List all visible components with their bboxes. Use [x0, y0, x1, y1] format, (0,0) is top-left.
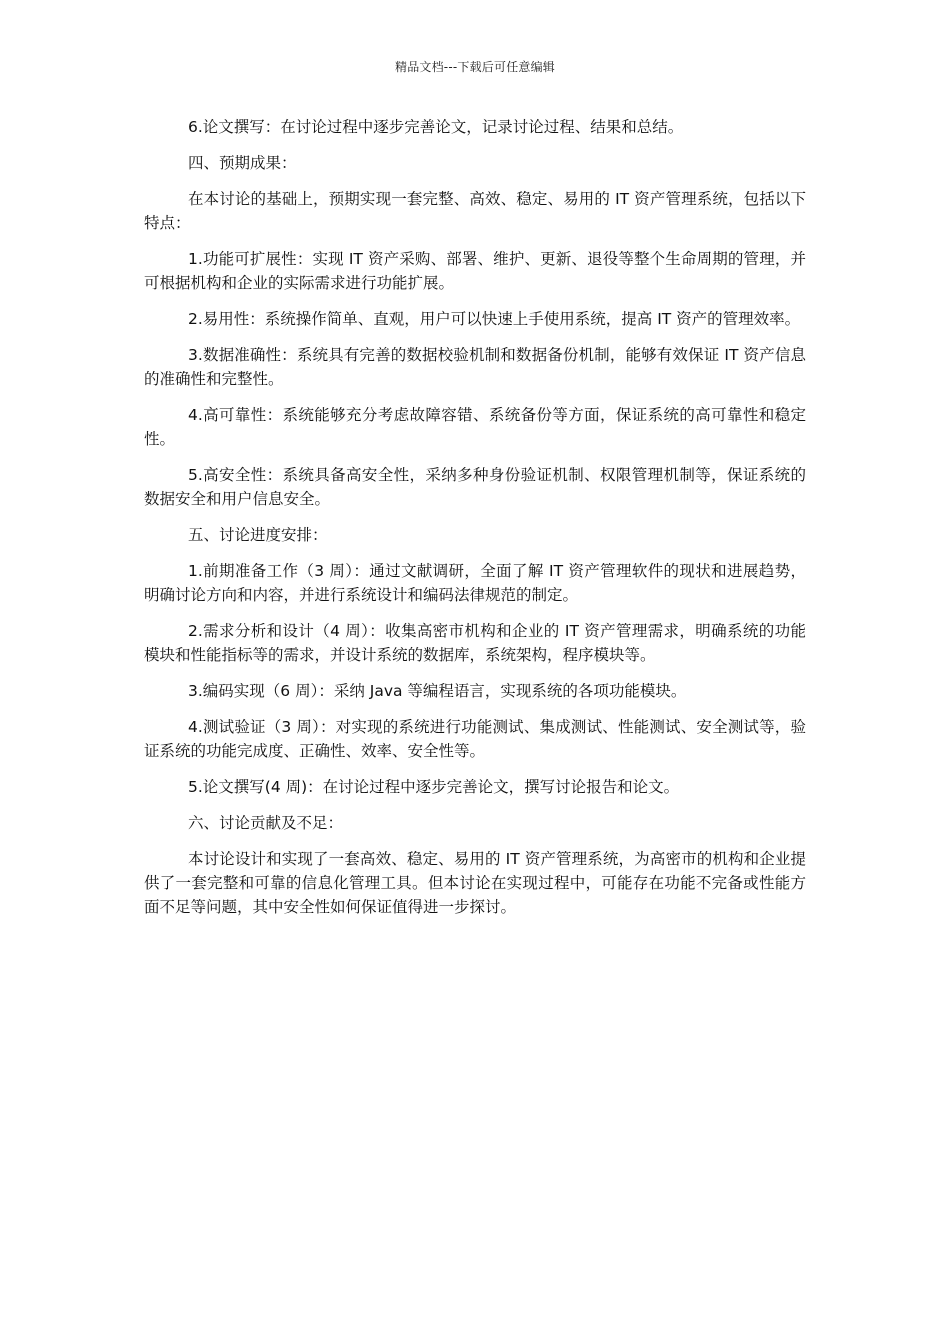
page-header: 精品文档---下载后可任意编辑 [395, 60, 555, 74]
paragraph-feature-data-accuracy: 3.数据准确性：系统具有完善的数据校验机制和数据备份机制，能够有效保证 IT 资产信息的准确性和完整性。 [144, 346, 806, 388]
paragraph-schedule-preparation: 1.前期准备工作（3 周）：通过文献调研，全面了解 IT 资产管理软件的现状和进展趋势，明确讨论方向和内容，并进行系统设计和编码法律规范的制定。 [144, 562, 806, 604]
section-heading-schedule: 五、讨论进度安排： [188, 526, 328, 544]
section-heading-expected-results: 四、预期成果： [188, 154, 297, 172]
paragraph-schedule-requirements: 2.需求分析和设计（4 周）：收集高密市机构和企业的 IT 资产管理需求，明确系统的功能模块和性能指标等的需求，并设计系统的数据库，系统架构，程序模块等。 [144, 622, 806, 664]
paragraph-schedule-testing: 4.测试验证（3 周）：对实现的系统进行功能测试、集成测试、性能测试、安全测试等，验证系统的功能完成度、正确性、效率、安全性等。 [144, 718, 806, 760]
paragraph-schedule-writing: 5.论文撰写(4 周)：在讨论过程中逐步完善论文，撰写讨论报告和论文。 [188, 778, 680, 796]
paragraph-feature-security: 5.高安全性：系统具备高安全性，采纳多种身份验证机制、权限管理机制等，保证系统的数据安全和用户信息安全。 [144, 466, 806, 508]
paragraph-contributions: 本讨论设计和实现了一套高效、稳定、易用的 IT 资产管理系统，为高密市的机构和企业提供了一套完整和可靠的信息化管理工具。但本讨论在实现过程中，可能存在功能不完备或性能方面不足等问题，其中安全性如何保证值得进一步探讨。 [144, 850, 806, 916]
paragraph-feature-reliability: 4.高可靠性：系统能够充分考虑故障容错、系统备份等方面，保证系统的高可靠性和稳定性。 [144, 406, 806, 448]
paragraph-thesis-writing-step: 6.论文撰写：在讨论过程中逐步完善论文，记录讨论过程、结果和总结。 [188, 118, 684, 136]
paragraph-feature-extensibility: 1.功能可扩展性：实现 IT 资产采购、部署、维护、更新、退役等整个生命周期的管理，并可根据机构和企业的实际需求进行功能扩展。 [144, 250, 806, 292]
document-body [144, 115, 806, 931]
paragraph-schedule-coding: 3.编码实现（6 周）：采纳 Java 等编程语言，实现系统的各项功能模块。 [188, 682, 687, 700]
paragraph-expected-intro: 在本讨论的基础上，预期实现一套完整、高效、稳定、易用的 IT 资产管理系统，包括以下特点： [144, 190, 806, 232]
section-heading-contributions: 六、讨论贡献及不足： [188, 814, 344, 832]
paragraph-feature-usability: 2.易用性：系统操作简单、直观，用户可以快速上手使用系统，提高 IT 资产的管理效率。 [188, 310, 801, 328]
